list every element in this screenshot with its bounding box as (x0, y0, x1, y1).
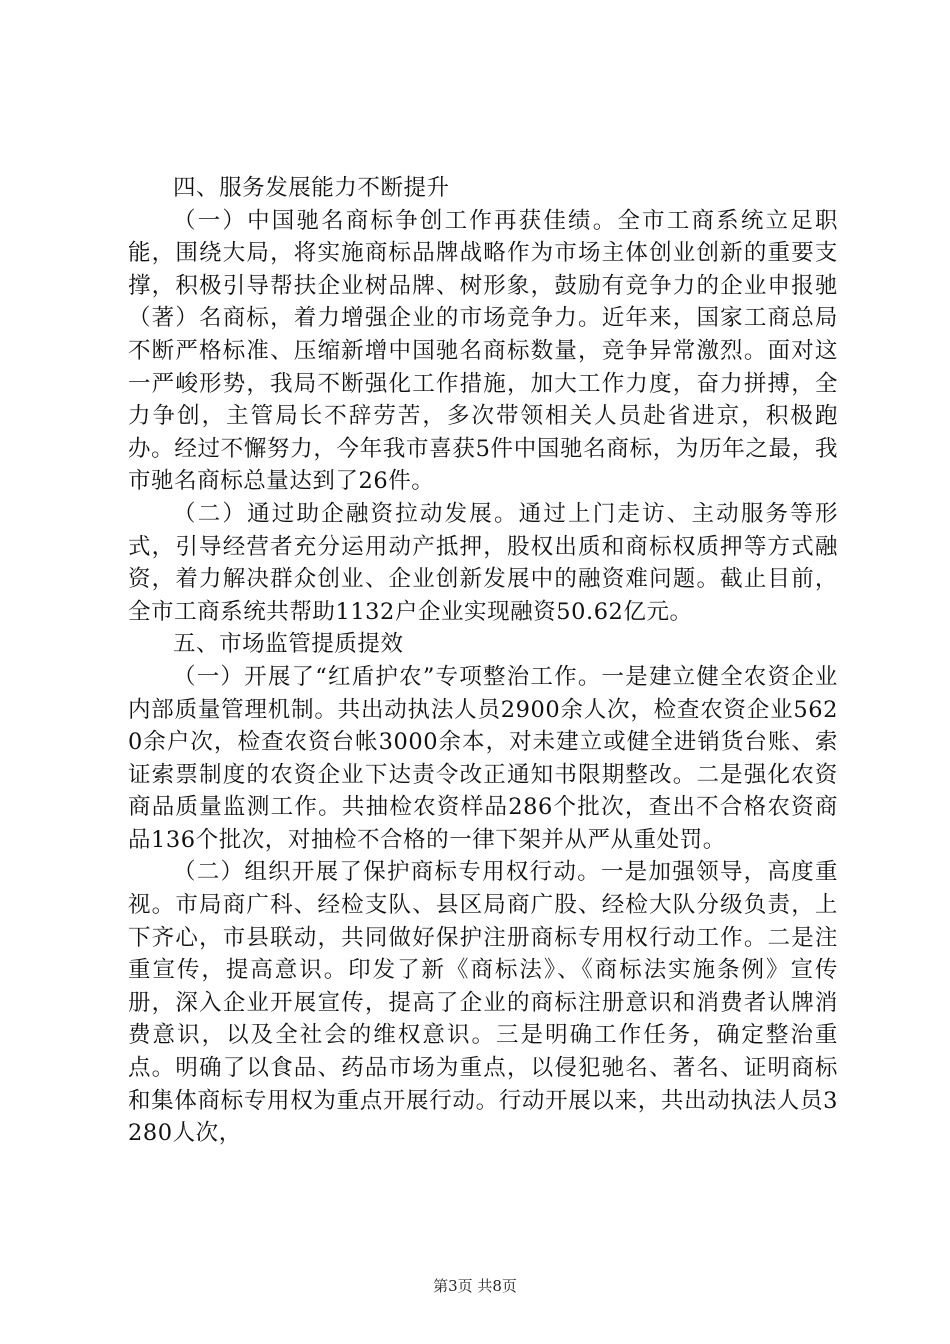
document-body (128, 172, 838, 1150)
section-heading-5: 五、市场监管提质提效 (173, 631, 404, 658)
section-heading-4: 四、服务发展能力不断提升 (173, 175, 450, 201)
paragraph-5-2: （二）组织开展了保护商标专用权行动。一是加强领导，高度重视。市局商广科、经检支队、县区局商广股、经检大队分级负责，上下齐心，市县联动，共同做好保护注册商标专用权行动工作。二是注重宣传，提高意识。印发了新《商标法》、《商标法实施条例》宣传册，深入企业开展宣传，提高了企业的商标注册意识和消费者认牌消费意识，以及全社会的维权意识。三是明确工作任务，确定整治重点。明确了以食品、药品市场为重点，以侵犯驰名、著名、证明商标和集体商标专用权为重点开展行动。行动开展以来，共出动执法人员3280人次， (128, 859, 838, 1147)
paragraph-4-2: （二）通过助企融资拉动发展。通过上门走访、主动服务等形式，引导经营者充分运用动产抵押，股权出质和商标权质押等方式融资，着力解决群众创业、企业创新发展中的融资难问题。截止目前，全市工商系统共帮助1132户企业实现融资50.62亿元。 (128, 500, 838, 625)
page-number-footer: 第3页 共8页 (433, 1277, 517, 1295)
paragraph-5-1: （一）开展了“红盾护农”专项整治工作。一是建立健全农资企业内部质量管理机制。共出动执法人员2900余人次，检查农资企业5620余户次，检查农资台帐3000余本，对未建立或健全进销货台账、索证索票制度的农资企业下达责令改正通知书限期整改。二是强化农资商品质量监测工作。共抽检农资样品286个批次，查出不合格农资商品136个批次，对抽检不合格的一律下架并从严从重处罚。 (128, 663, 838, 853)
paragraph-4-1: （一）中国驰名商标争创工作再获佳绩。全市工商系统立足职能，围绕大局，将实施商标品牌战略作为市场主体创业创新的重要支撑，积极引导帮扶企业树品牌、树形象，鼓励有竞争力的企业申报驰（著）名商标，着力增强企业的市场竞争力。近年来，国家工商总局不断严格标准、压缩新增中国驰名商标数量，竞争异常激烈。面对这一严峻形势，我局不断强化工作措施，加大工作力度，奋力拼搏，全力争创，主管局长不辞劳苦，多次带领相关人员赴省进京，积极跑办。经过不懈努力，今年我市喜获5件中国驰名商标，为历年之最，我市驰名商标总量达到了26件。 (128, 207, 838, 495)
